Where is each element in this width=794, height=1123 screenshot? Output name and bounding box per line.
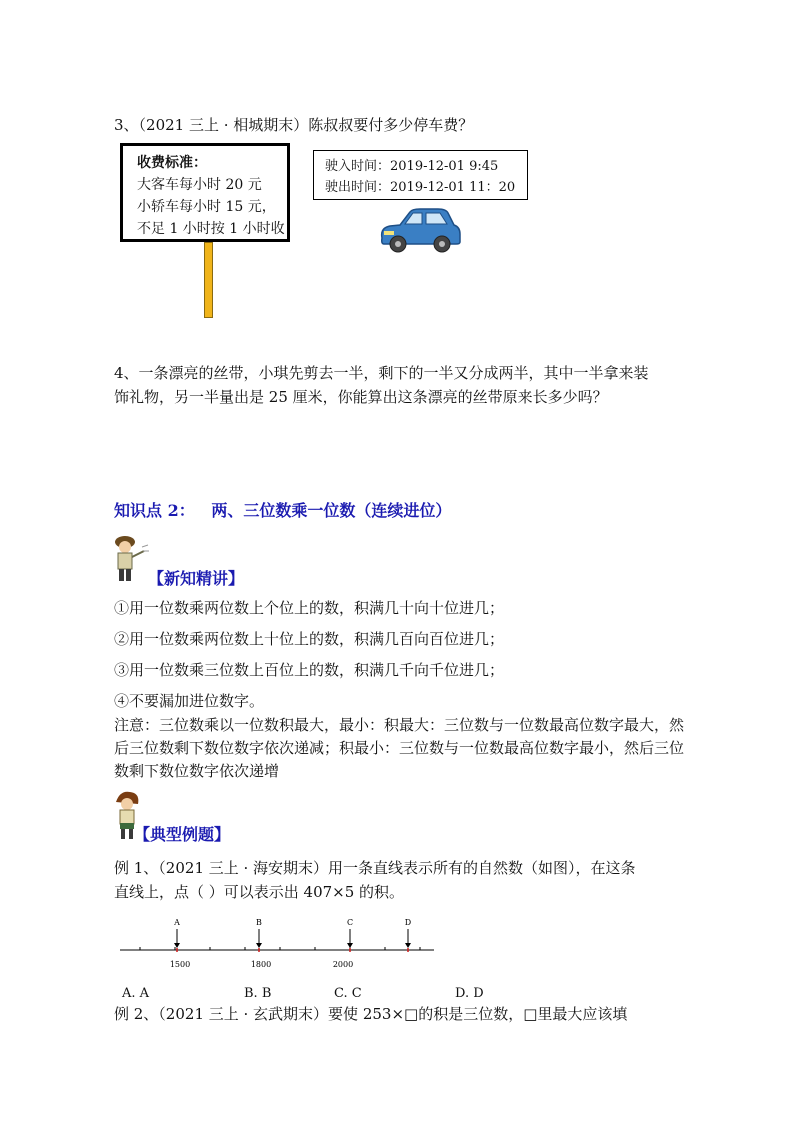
option-a: A. A	[122, 986, 150, 1001]
option-b: B. B	[244, 986, 272, 1001]
tick-label-1500: 1500	[169, 960, 191, 969]
typical-examples-heading: 【典型例题】	[134, 825, 231, 844]
tick-label-1800: 1800	[250, 960, 272, 969]
point-label-c: C	[346, 918, 354, 927]
knowledge-point-title: 知识点 2： 两、三位数乘一位数（连续进位）	[114, 501, 452, 520]
knowledge-point-item: ②用一位数乘两位数上十位上的数，积满几百向百位进几；	[114, 630, 505, 648]
knowledge-point-item: ①用一位数乘两位数上个位上的数，积满几十向十位进几；	[114, 599, 505, 617]
point-label-a: A	[174, 918, 180, 927]
new-knowledge-heading: 【新知精讲】	[148, 569, 245, 588]
parking-fee-sign	[120, 143, 290, 242]
entry-time: 驶入时间：2019-12-01 9:45	[325, 159, 499, 174]
arrow-head	[405, 943, 411, 948]
knowledge-point-item: ④不要漏加进位数字。	[114, 692, 265, 710]
sign-title: 收费标准：	[137, 155, 207, 171]
question-3: 3、（2021 三上 · 相城期末）陈叔叔要付多少停车费？	[114, 116, 474, 134]
knowledge-note: 注意：三位数乘以一位数积最大，最小：积最大：三位数与一位数最高位数字最大，然后三位数剩下数位数字依次递减；积最小：三位数与一位数最高位数字最小，然后三位数剩下数位数字依次递增	[114, 716, 685, 780]
sign-line: 小轿车每小时 15 元，	[137, 199, 276, 215]
example-1-line-1: 例 1、（2021 三上 · 海安期末）用一条直线表示所有的自然数（如图），在这条	[114, 859, 636, 877]
sign-pole	[204, 242, 213, 318]
teacher-figure-icon	[110, 533, 152, 583]
point-label-b: B	[256, 918, 262, 927]
parking-time-box	[313, 150, 528, 200]
number-line	[118, 912, 438, 974]
question-4-line-1: 4、一条漂亮的丝带，小琪先剪去一半，剩下的一半又分成两半，其中一半拿来装	[114, 364, 649, 382]
sign-line: 不足 1 小时按 1 小时收	[137, 221, 285, 237]
point-label-d: D	[404, 918, 412, 927]
arrow-head	[347, 943, 353, 948]
example-2: 例 2、（2021 三上 · 玄武期末）要使 253×□的积是三位数，□里最大应该填	[114, 1005, 628, 1023]
option-c: C. C	[334, 986, 362, 1001]
option-d: D. D	[455, 986, 484, 1001]
tick-label-2000: 2000	[332, 960, 354, 969]
sign-line: 大客车每小时 20 元	[137, 177, 262, 193]
exit-time: 驶出时间：2019-12-01 11：20	[325, 180, 516, 195]
knowledge-point-item: ③用一位数乘三位数上百位上的数，积满几千向千位进几；	[114, 661, 505, 679]
example-1-line-2: 直线上，点（ ）可以表示出 407×5 的积。	[114, 883, 405, 901]
car-illustration	[376, 204, 462, 254]
question-4-line-2: 饰礼物，另一半量出是 25 厘米，你能算出这条漂亮的丝带原来长多少吗？	[114, 388, 608, 406]
arrow-head	[256, 943, 262, 948]
